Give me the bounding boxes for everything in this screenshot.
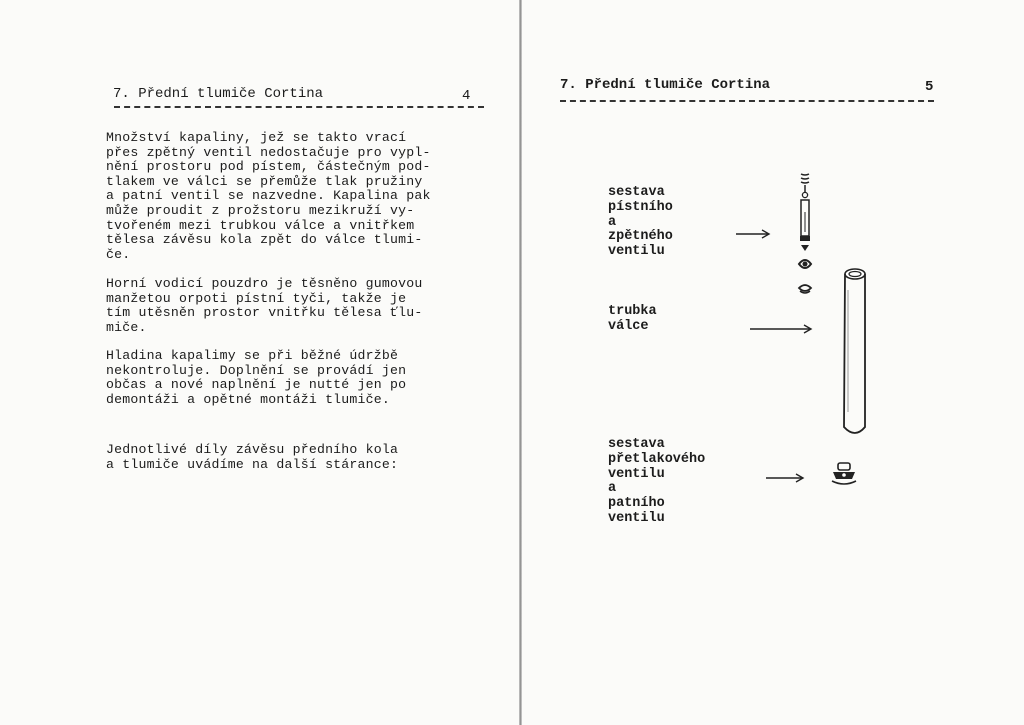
paragraph-4: Jednotlivé díly závěsu předního kola a tlumiče uvádíme na další stárance: xyxy=(106,442,399,472)
right-header-rule xyxy=(560,100,934,102)
right-page-header: 7. Přední tlumiče Cortina xyxy=(560,77,771,93)
label-cylinder-tube: trubka válce xyxy=(608,304,657,334)
piston-valve-assembly-icon xyxy=(790,172,820,302)
arrow-icon xyxy=(748,323,814,335)
cylinder-tube-icon xyxy=(836,262,872,442)
paragraph-3: Hladina kapalimy se při běžné údržbě nekontroluje. Doplnění se provádí jen občas a nové naplnění je nutté jen po demontáži a opětné montáži tlumiče. xyxy=(106,348,407,407)
paragraph-1: Množství kapaliny, jež se takto vrací přes zpětný ventil nedostačuje pro vypl- nění prostoru pod pístem, částečným pod- tlakem ve válci se přemůže tlak pružiny a patní ventil se nazvedne. Kapalina pak může proudit z prožstoru mezikruží vy- tvořeném mezi trubkou válce a vnitřkem tělesa závěsu kola zpět do válce tlumi- če. xyxy=(106,130,431,262)
paragraph-2: Horní vodicí pouzdro je těsněno gumovou manžetou orpoti pístní tyči, takže je tím utěsněn prostor vnitřku tělesa ťlu- miče. xyxy=(106,276,423,335)
label-piston-valve-assembly: sestava pístního a zpětného ventilu xyxy=(608,185,673,260)
right-page-number: 5 xyxy=(925,79,934,95)
pressure-valve-assembly-icon xyxy=(826,460,862,490)
left-page-header: 7. Přední tlumiče Cortina xyxy=(113,86,324,102)
left-header-rule xyxy=(114,106,484,108)
arrow-icon xyxy=(734,228,774,240)
right-page xyxy=(522,0,1024,725)
left-page-number: 4 xyxy=(462,88,471,104)
arrow-icon xyxy=(764,472,808,484)
label-pressure-valve-assembly: sestava přetlakového ventilu a patního ventilu xyxy=(608,437,706,526)
